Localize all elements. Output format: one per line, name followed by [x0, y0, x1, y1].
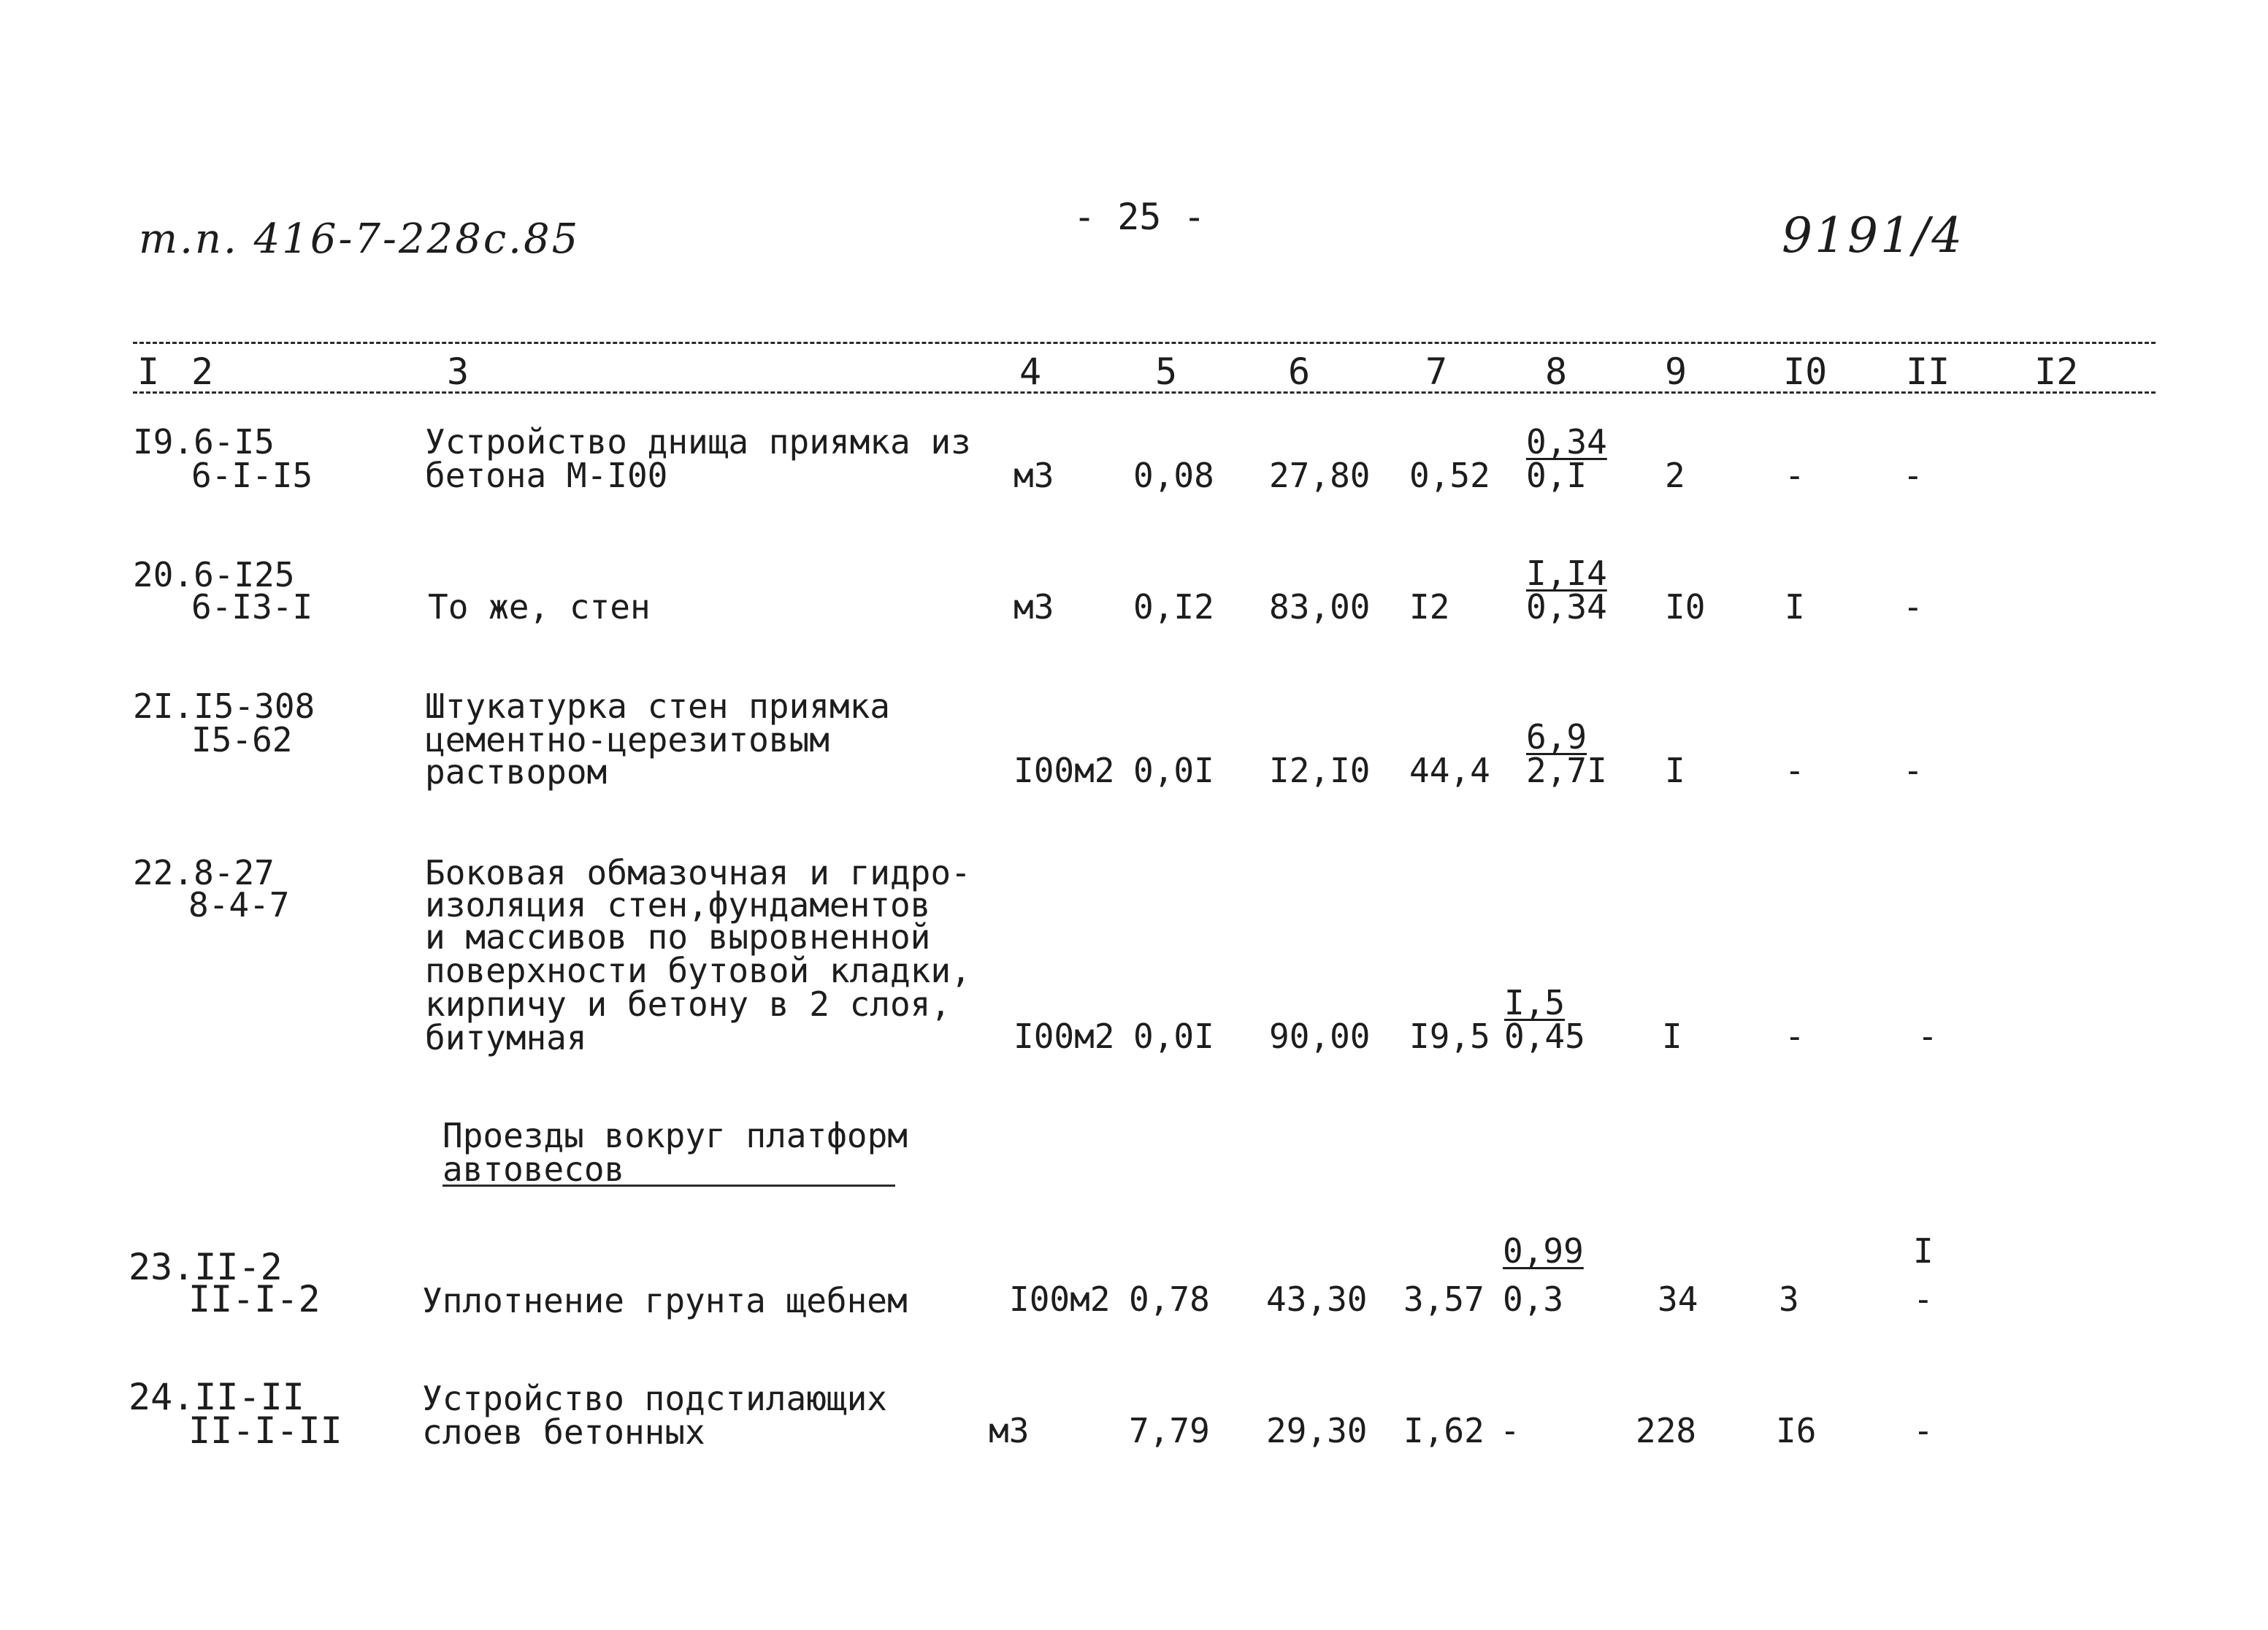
row-code-primary: 2I.I5-308	[133, 686, 315, 726]
table-top-rule	[133, 342, 2156, 344]
row-description: слоев бетонных	[422, 1412, 705, 1452]
row-col8-numerator: 0,34	[1526, 422, 1607, 462]
row-col8-denominator: 0,3	[1503, 1279, 1564, 1319]
col-header: 5	[1155, 351, 1178, 393]
row-price: 83,00	[1269, 587, 1371, 627]
row-code-primary: 24.II-II	[129, 1376, 304, 1418]
row-code-secondary: 6-I3-I	[191, 587, 313, 627]
section-title: Проезды вокруг платформ	[443, 1116, 908, 1155]
row-col7: 0,52	[1409, 456, 1490, 495]
row-description: поверхности бутовой кладки,	[425, 951, 971, 990]
col-header: 3	[447, 351, 470, 393]
row-col9: I	[1665, 751, 1685, 790]
row-col11: -	[1903, 587, 1923, 627]
row-unit: I00м2	[1014, 1017, 1115, 1056]
archive-stamp: 9191/4	[1782, 207, 1965, 264]
row-col10: -	[1785, 751, 1805, 790]
col-header: I0	[1783, 351, 1828, 393]
row-code-primary: 20.6-I25	[133, 555, 295, 594]
row-code-secondary: 6-I-I5	[191, 456, 313, 495]
row-col7: I,62	[1403, 1411, 1484, 1450]
row-col7: I2	[1409, 587, 1450, 627]
row-col11: -	[1913, 1279, 1934, 1319]
row-col8-numerator: I,I4	[1526, 554, 1607, 593]
col-header: I	[137, 351, 160, 393]
row-description: изоляция стен,фундаментов	[425, 885, 931, 925]
row-col8-denominator: 0,I	[1526, 456, 1587, 495]
col-header: 9	[1665, 351, 1687, 393]
row-col10: -	[1785, 1017, 1805, 1056]
row-col9: I0	[1665, 587, 1706, 627]
row-col8-numerator: 6,9	[1526, 717, 1587, 757]
section-title: автовесов	[443, 1149, 625, 1189]
page-number: - 25 -	[1073, 196, 1206, 238]
row-quantity: 0,08	[1133, 456, 1214, 495]
row-col7: 3,57	[1403, 1279, 1484, 1319]
row-code-secondary: I5-62	[191, 720, 293, 759]
row-code-primary: 22.8-27	[133, 853, 275, 892]
row-code-secondary: 8-4-7	[188, 885, 290, 925]
row-description: и массивов по выровненной	[425, 917, 931, 957]
row-code-secondary: II-I-2	[188, 1278, 321, 1320]
col-header: 7	[1425, 351, 1448, 393]
row-description: Устройство днища приямка из	[425, 422, 971, 462]
row-col9: 2	[1665, 456, 1685, 495]
row-price: 90,00	[1269, 1017, 1371, 1056]
row-col8: -	[1500, 1411, 1520, 1450]
row-col11: -	[1913, 1411, 1934, 1450]
row-description: Штукатурка стен приямка	[425, 686, 890, 726]
row-code-secondary: II-I-II	[188, 1409, 342, 1452]
row-description: Боковая обмазочная и гидро-	[425, 853, 971, 892]
row-description: раствором	[425, 752, 608, 792]
row-description: цементно-церезитовым	[425, 720, 830, 759]
row-col10: -	[1785, 456, 1805, 495]
row-col9: 228	[1636, 1411, 1697, 1450]
col-header: I2	[2034, 351, 2079, 393]
row-col10: I	[1785, 587, 1805, 627]
row-description: бетона М-I00	[425, 456, 668, 495]
row-col9: I	[1662, 1017, 1682, 1056]
row-code-primary: 23.II-2	[129, 1246, 283, 1288]
row-col11-upper: I	[1913, 1231, 1934, 1271]
row-quantity: 0,78	[1129, 1279, 1210, 1319]
row-description: То же, стен	[428, 587, 651, 627]
row-col10: I6	[1776, 1411, 1817, 1450]
row-description: Устройство подстилающих	[422, 1379, 887, 1418]
row-col8-denominator: 2,7I	[1526, 751, 1607, 790]
col-header: 8	[1545, 351, 1568, 393]
row-col8-denominator: 0,34	[1526, 587, 1607, 627]
row-code-primary: I9.6-I5	[133, 422, 275, 462]
section-underline	[443, 1185, 895, 1187]
row-col10: 3	[1779, 1279, 1799, 1319]
row-quantity: 7,79	[1129, 1411, 1210, 1450]
row-quantity: 0,0I	[1133, 751, 1214, 790]
row-col7: I9,5	[1409, 1017, 1490, 1056]
row-description: битумная	[425, 1018, 587, 1057]
row-unit: I00м2	[1009, 1279, 1111, 1319]
row-quantity: 0,I2	[1133, 587, 1214, 627]
row-col11: -	[1903, 456, 1923, 495]
col-header: 4	[1019, 351, 1042, 393]
document-code: т.п. 416-7-228с.85	[139, 215, 581, 263]
row-price: 43,30	[1266, 1279, 1368, 1319]
row-unit: м3	[989, 1411, 1030, 1450]
row-unit: м3	[1014, 456, 1054, 495]
table-header-rule	[133, 391, 2156, 394]
row-col11: -	[1918, 1017, 1938, 1056]
col-header: II	[1906, 351, 1950, 393]
col-header: 6	[1288, 351, 1311, 393]
row-col8-numerator: 0,99	[1503, 1231, 1584, 1271]
row-unit: I00м2	[1014, 751, 1115, 790]
row-col9: 34	[1658, 1279, 1698, 1319]
row-col8-numerator: I,5	[1504, 983, 1566, 1022]
row-description: Уплотнение грунта щебнем	[422, 1281, 908, 1320]
row-quantity: 0,0I	[1133, 1017, 1214, 1056]
row-price: I2,I0	[1269, 751, 1371, 790]
row-col11: -	[1903, 751, 1923, 790]
row-description: кирпичу и бетону в 2 слоя,	[425, 984, 951, 1024]
row-col8-denominator: 0,45	[1504, 1017, 1585, 1056]
row-price: 29,30	[1266, 1411, 1368, 1450]
col-header: 2	[191, 351, 214, 393]
row-unit: м3	[1014, 587, 1054, 627]
row-col7: 44,4	[1409, 751, 1490, 790]
row-price: 27,80	[1269, 456, 1371, 495]
